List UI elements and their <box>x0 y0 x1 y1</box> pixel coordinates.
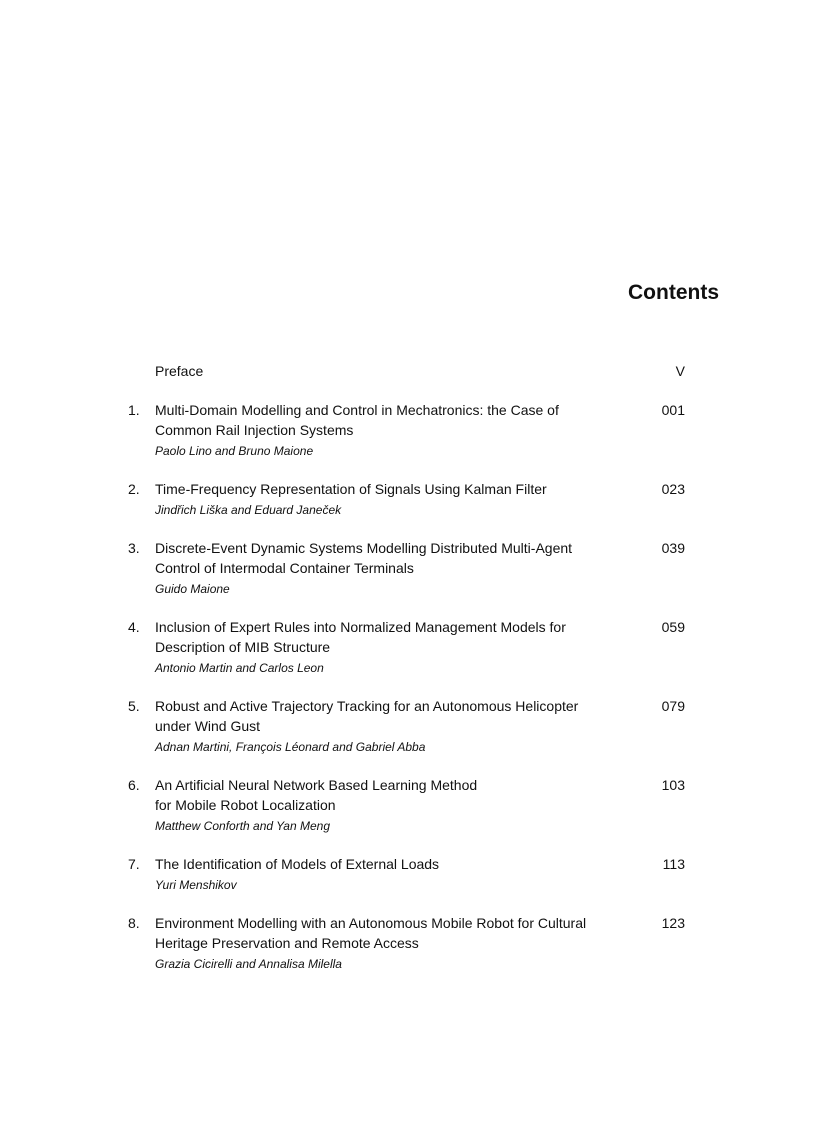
chapter-text <box>155 400 635 460</box>
chapter-title: Multi-Domain Modelling and Control in Mechatronics: the Case of Common Rail Injection Systems <box>155 402 559 438</box>
chapter-authors: Adnan Martini, François Léonard and Gabriel Abba <box>155 740 426 754</box>
chapter-page: 103 <box>661 777 685 793</box>
chapter-title: An Artificial Neural Network Based Learning Method for Mobile Robot Localization <box>155 777 478 813</box>
chapter-authors: Matthew Conforth and Yan Meng <box>155 819 330 833</box>
toc-entry-7[interactable] <box>128 854 688 894</box>
toc-entry-1[interactable] <box>128 400 688 460</box>
chapter-text <box>155 479 635 519</box>
chapter-number: 2. <box>128 481 140 497</box>
chapter-page: 123 <box>661 915 685 931</box>
chapter-text <box>155 617 635 677</box>
toc-entry-6[interactable] <box>128 775 688 835</box>
preface-page: V <box>675 363 685 379</box>
chapter-title: Environment Modelling with an Autonomous Mobile Robot for Cultural Heritage Preservation and Remote Access <box>155 915 587 951</box>
chapter-title: Inclusion of Expert Rules into Normalized Management Models for Description of MIB Structure <box>155 619 566 655</box>
table-of-contents <box>128 361 688 992</box>
chapter-text <box>155 775 635 835</box>
chapter-number: 4. <box>128 619 140 635</box>
chapter-page: 001 <box>661 402 685 418</box>
toc-preface[interactable] <box>128 361 688 381</box>
chapter-text <box>155 696 635 756</box>
chapter-text <box>155 538 635 598</box>
chapter-page: 079 <box>661 698 685 714</box>
toc-entry-5[interactable] <box>128 696 688 756</box>
chapter-title: Robust and Active Trajectory Tracking for an Autonomous Helicopter under Wind Gust <box>155 698 579 734</box>
chapter-number: 5. <box>128 698 140 714</box>
chapter-text <box>155 913 635 973</box>
preface-label: Preface <box>155 363 204 379</box>
chapter-text <box>155 854 635 894</box>
chapter-authors: Paolo Lino and Bruno Maione <box>155 444 314 458</box>
toc-entry-4[interactable] <box>128 617 688 677</box>
chapter-page: 059 <box>661 619 685 635</box>
toc-entry-3[interactable] <box>128 538 688 598</box>
chapter-page: 023 <box>661 481 685 497</box>
page-title: Contents <box>628 281 719 304</box>
toc-entry-2[interactable] <box>128 479 688 519</box>
toc-entry-8[interactable] <box>128 913 688 973</box>
chapter-number: 7. <box>128 856 140 872</box>
chapter-title: Discrete-Event Dynamic Systems Modelling Distributed Multi-Agent Control of Intermodal Container Terminals <box>155 540 573 576</box>
chapter-authors: Guido Maione <box>155 582 230 596</box>
chapter-authors: Grazia Cicirelli and Annalisa Milella <box>155 957 342 971</box>
toc-text <box>155 361 635 381</box>
chapter-title: Time-Frequency Representation of Signals Using Kalman Filter <box>155 481 547 497</box>
chapter-page: 113 <box>662 856 685 872</box>
chapter-title: The Identification of Models of External Loads <box>155 856 440 872</box>
chapter-number: 1. <box>128 402 140 418</box>
chapter-number: 3. <box>128 540 140 556</box>
chapter-page: 039 <box>661 540 685 556</box>
chapter-authors: Antonio Martin and Carlos Leon <box>155 661 324 675</box>
chapter-authors: Yuri Menshikov <box>155 878 237 892</box>
chapter-number: 6. <box>128 777 140 793</box>
chapter-authors: Jindřich Liška and Eduard Janeček <box>155 503 342 517</box>
chapter-number: 8. <box>128 915 140 931</box>
